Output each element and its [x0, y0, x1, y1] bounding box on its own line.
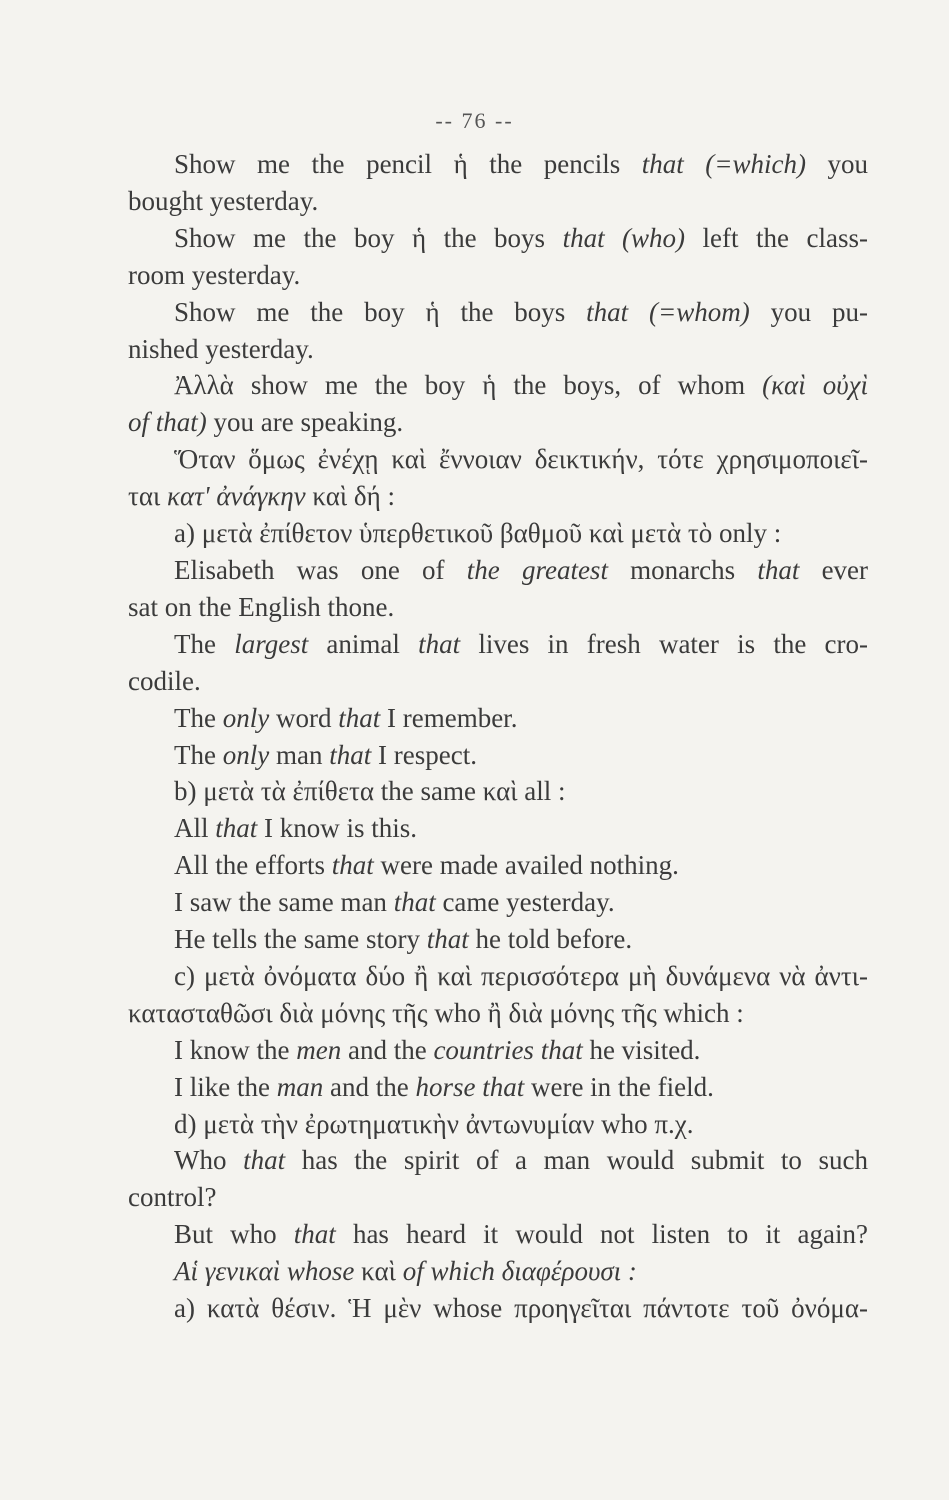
italic-text: men	[296, 1034, 342, 1065]
italic-text: that	[393, 887, 436, 918]
italic-text: Αἱ γενικαὶ whose	[174, 1256, 355, 1287]
text-segment: were in the field.	[524, 1071, 714, 1102]
text-line	[128, 1069, 868, 1106]
text-segment: he told before.	[468, 924, 633, 955]
text-line	[128, 220, 868, 257]
text-segment: you pu-	[749, 296, 868, 327]
text-segment: Who	[174, 1145, 244, 1176]
text-segment: κατασταθῶσι διὰ μόνης τῆς who ἢ διὰ μόνης τῆς which :	[128, 997, 744, 1028]
text-line	[128, 1179, 868, 1216]
text-line	[128, 294, 868, 331]
text-segment: control?	[128, 1182, 217, 1213]
text-segment: Show me the boy ἡ the boys	[174, 296, 587, 327]
text-segment: All	[174, 813, 216, 844]
text-line	[128, 1106, 868, 1143]
italic-text: that	[426, 924, 469, 955]
text-segment: καὶ δή :	[305, 481, 396, 512]
text-segment: The	[174, 739, 223, 770]
text-segment: nished yesterday.	[128, 333, 314, 364]
italic-text: that (=whom)	[586, 296, 750, 327]
text-segment: came yesterday.	[435, 887, 615, 918]
text-segment: He tells the same story	[174, 924, 427, 955]
text-segment: sat on the English thone.	[128, 591, 395, 622]
italic-text: that (=which)	[641, 149, 806, 179]
text-segment: room yesterday.	[128, 259, 301, 290]
text-line	[128, 773, 868, 810]
italic-text: the greatest	[466, 554, 608, 585]
text-line	[128, 146, 868, 183]
italic-text: that	[418, 628, 461, 659]
text-segment: Show me the boy ἡ the boys	[174, 222, 563, 253]
text-line	[128, 626, 868, 663]
text-line	[128, 441, 868, 478]
italic-text: largest	[234, 628, 309, 659]
text-line	[128, 552, 868, 589]
text-segment: I respect.	[371, 739, 477, 770]
text-segment: he visited.	[582, 1034, 701, 1065]
text-segment: you	[805, 149, 868, 179]
text-line	[128, 367, 868, 404]
text-line	[128, 958, 868, 995]
text-segment: ται	[128, 481, 168, 512]
text-segment: b) μετὰ τὰ ἐπίθετα the same καὶ all :	[174, 776, 566, 807]
text-line	[128, 921, 868, 958]
italic-text: that	[215, 813, 258, 844]
page-number: -- 76 --	[435, 108, 514, 133]
text-segment: bought yesterday.	[128, 185, 319, 216]
text-segment: animal	[308, 628, 419, 659]
text-segment: ever	[799, 554, 869, 585]
italic-text: (καὶ οὐχὶ	[762, 370, 868, 401]
italic-text: that	[331, 850, 374, 881]
text-segment: d) μετὰ τὴν ἐρωτηματικὴν ἀντωνυμίαν who π.χ.	[174, 1108, 694, 1139]
text-segment: a) μετὰ ἐπίθετον ὑπερθετικοῦ βαθμοῦ καὶ μετὰ τὸ only :	[174, 518, 782, 549]
italic-text: only	[222, 702, 270, 733]
text-segment: left the class-	[685, 222, 868, 253]
text-line	[128, 478, 868, 515]
text-line	[128, 1253, 868, 1290]
text-segment: a) κατὰ θέσιν. Ἡ μὲν whose προηγεῖται πάντοτε τοῦ ὀνόμα-	[174, 1293, 868, 1324]
text-line	[128, 589, 868, 626]
text-line	[128, 1032, 868, 1069]
text-segment: has heard it would not listen to it again?	[335, 1219, 868, 1250]
italic-text: κατ' ἀνάγκην	[167, 481, 306, 512]
text-line	[128, 515, 868, 552]
text-segment: I know the	[174, 1034, 297, 1065]
text-segment: Ἀλλὰ show me the boy ἡ the boys, of whom	[174, 370, 763, 401]
text-line	[128, 331, 868, 368]
text-segment: I saw the same man	[174, 887, 394, 918]
text-segment: monarchs	[607, 554, 758, 585]
text-segment: I know is this.	[257, 813, 418, 844]
italic-text: countries that	[433, 1034, 583, 1065]
text-line	[128, 810, 868, 847]
italic-text: that	[757, 554, 800, 585]
text-segment: I like the	[174, 1071, 277, 1102]
text-segment: Ὅταν ὅμως ἐνέχῃ καὶ ἔννοιαν δεικτικήν, τότε χρησιμοποιεῖ-	[174, 444, 868, 475]
text-segment: codile.	[128, 665, 201, 696]
text-line	[128, 183, 868, 220]
text-segment: But who	[174, 1219, 294, 1250]
text-segment: you are speaking.	[206, 407, 404, 438]
text-line	[128, 700, 868, 737]
text-segment: Elisabeth was one of	[174, 554, 467, 585]
text-segment: c) μετὰ ὀνόματα δύο ἢ καὶ περισσότερα μὴ δυνάμενα νὰ ἀντι-	[174, 960, 868, 991]
text-segment: I remember.	[380, 702, 518, 733]
text-segment: and the	[341, 1034, 434, 1065]
text-line	[128, 404, 868, 441]
text-segment: were made availed nothing.	[373, 850, 679, 881]
italic-text: only	[222, 739, 270, 770]
text-line	[128, 1290, 868, 1327]
text-line	[128, 1142, 868, 1179]
text-segment: The	[174, 702, 223, 733]
text-line	[128, 257, 868, 294]
italic-text: of which διαφέρουσι :	[402, 1256, 637, 1287]
italic-text: that	[338, 702, 381, 733]
text-line	[128, 995, 868, 1032]
text-segment: lives in fresh water is the cro-	[460, 628, 869, 659]
italic-text: that (who)	[562, 222, 686, 253]
text-segment: The	[174, 628, 235, 659]
text-segment: word	[269, 702, 339, 733]
text-line	[128, 884, 868, 921]
page-body-text	[128, 146, 868, 1327]
text-line	[128, 737, 868, 774]
italic-text: that	[329, 739, 372, 770]
text-line	[128, 663, 868, 700]
italic-text: horse that	[415, 1071, 525, 1102]
text-line	[128, 847, 868, 884]
italic-text: that	[293, 1219, 336, 1250]
text-segment: has the spirit of a man would submit to such	[285, 1145, 869, 1176]
text-segment: and the	[323, 1071, 416, 1102]
text-line	[128, 1216, 868, 1253]
text-segment: Show me the pencil ἡ the pencils	[174, 149, 642, 179]
text-segment: man	[269, 739, 330, 770]
text-segment: All the efforts	[174, 850, 332, 881]
italic-text: that	[243, 1145, 286, 1176]
text-segment: καὶ	[354, 1256, 403, 1287]
italic-text: man	[276, 1071, 324, 1102]
italic-text: of that)	[128, 407, 207, 438]
